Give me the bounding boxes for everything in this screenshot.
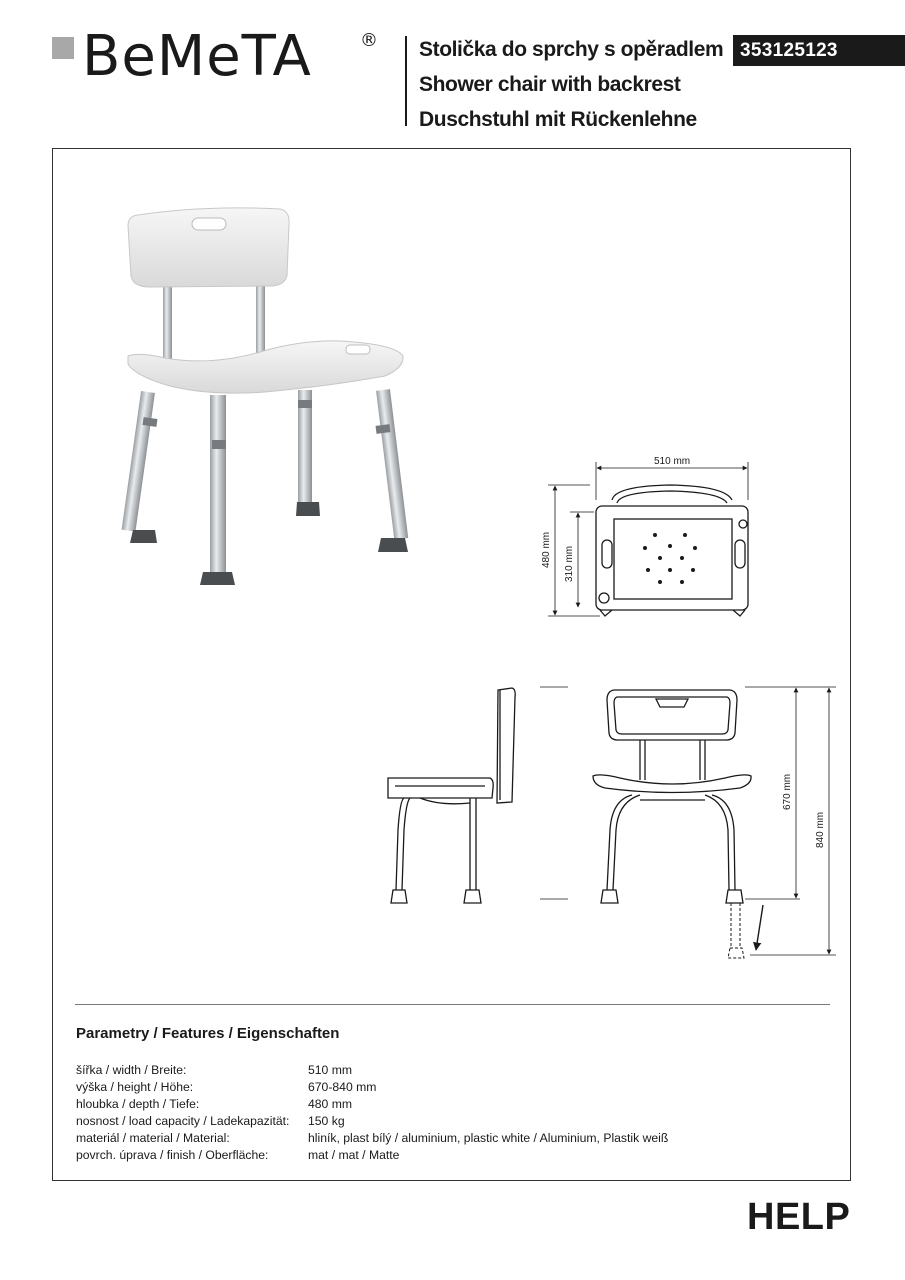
features-heading: Parametry / Features / Eigenschaften — [76, 1025, 340, 1042]
width-label: 510 mm — [654, 456, 691, 467]
title-german: Duschstuhl mit Rückenlehne — [419, 108, 697, 131]
spec-row — [76, 1096, 668, 1113]
spec-row — [76, 1079, 668, 1096]
top-view-drawing — [596, 485, 748, 616]
spec-row — [76, 1062, 668, 1079]
spec-label: povrch. úprava / finish / Oberfläche: — [76, 1148, 269, 1162]
spec-label: materiál / material / Material: — [76, 1131, 230, 1145]
spec-label: šířka / width / Breite: — [76, 1063, 187, 1077]
spec-value: 480 mm — [308, 1097, 353, 1111]
spec-row — [76, 1147, 668, 1164]
max-height-label: 840 mm — [815, 811, 826, 848]
front-view-extension-leg — [728, 903, 744, 958]
top-view-drain-holes — [643, 533, 697, 584]
registered-mark: ® — [360, 30, 378, 51]
features-separator — [75, 1004, 830, 1005]
brand-name: BeMeTA — [82, 24, 312, 89]
min-height-label: 670 mm — [782, 773, 793, 810]
spec-value: mat / mat / Matte — [308, 1148, 400, 1162]
spec-label: nosnost / load capacity / Ladekapazität: — [76, 1114, 290, 1128]
spec-row — [76, 1130, 668, 1147]
front-view-drawing — [593, 690, 751, 903]
features-table — [76, 1062, 668, 1164]
spec-label: výška / height / Höhe: — [76, 1080, 194, 1094]
spec-value: 150 kg — [308, 1114, 345, 1128]
side-view-drawing — [388, 688, 515, 903]
seat-depth-label: 310 mm — [564, 545, 575, 582]
spec-value: hliník, plast bílý / aluminium, plastic white / Aluminium, Plastik weiß — [308, 1131, 669, 1145]
spec-value: 510 mm — [308, 1063, 353, 1077]
spec-label: hloubka / depth / Tiefe: — [76, 1097, 200, 1111]
spec-row — [76, 1113, 668, 1130]
title-czech: Stolička do sprchy s opěradlem — [419, 38, 724, 61]
spec-value: 670-840 mm — [308, 1080, 377, 1094]
title-english: Shower chair with backrest — [419, 73, 681, 96]
product-code-badge: 353125123 — [733, 35, 905, 66]
depth-label: 480 mm — [541, 531, 552, 568]
series-name: HELP — [747, 1196, 851, 1238]
chair-photo — [122, 208, 409, 585]
height-adjust-arrow — [756, 905, 763, 950]
